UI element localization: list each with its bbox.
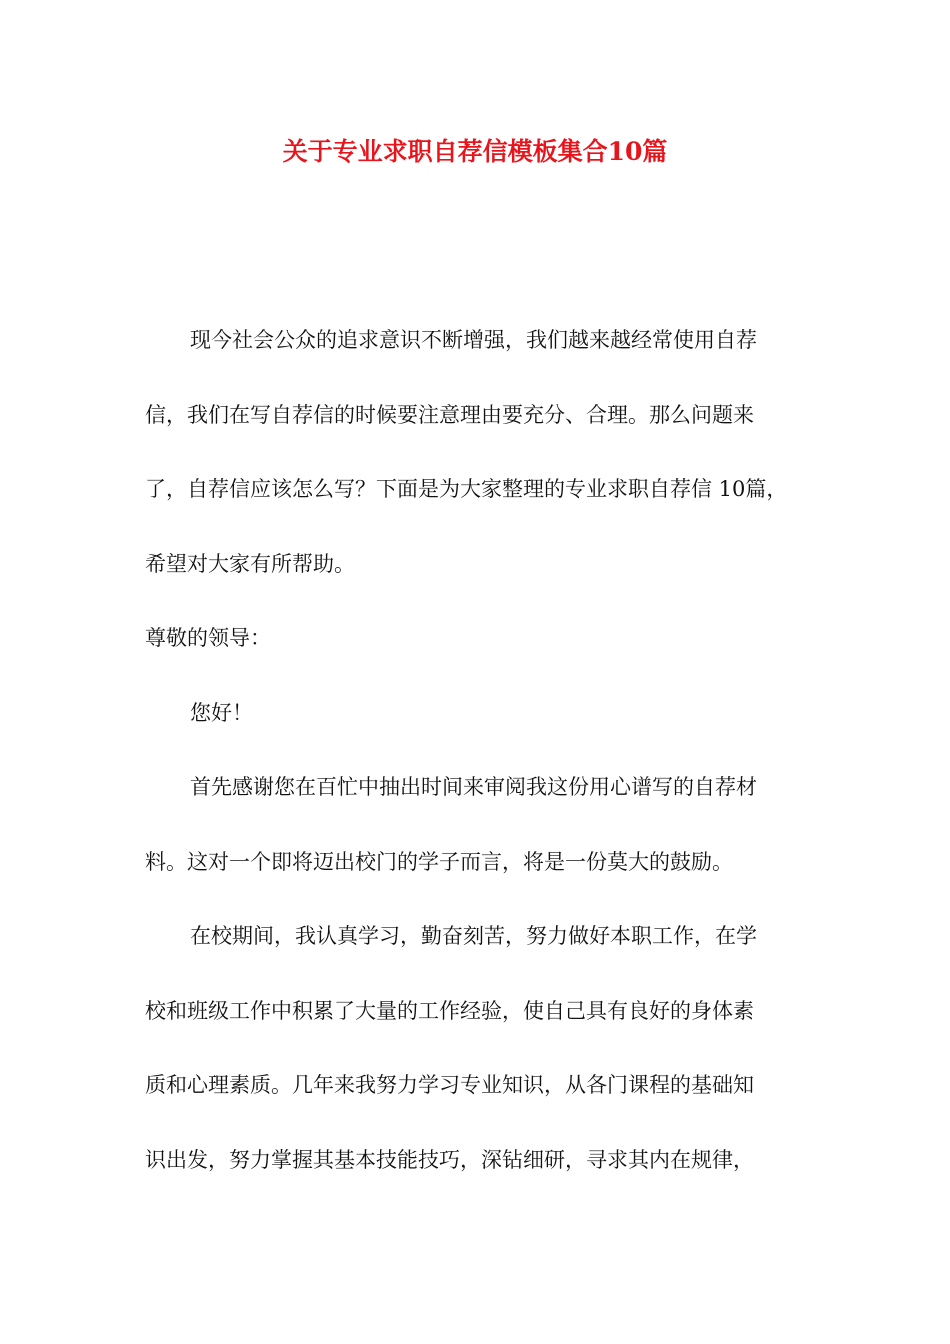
salutation: 尊敬的领导： (145, 626, 271, 650)
greeting: 您好！ (190, 700, 253, 725)
intro-line-1: 现今社会公众的追求意识不断增强，我们越来越经常使用自荐 (190, 328, 757, 352)
paragraph-1-line-2: 料。这对一个即将迈出校门的学子而言，将是一份莫大的鼓励。 (145, 849, 733, 874)
intro-line-3: 了，自荐信应该怎么写？下面是为大家整理的专业求职自荐信 10篇， (145, 477, 788, 501)
document-title: 关于专业求职自荐信模板集合10篇 (282, 137, 668, 166)
paragraph-1-line-1: 首先感谢您在百忙中抽出时间来审阅我这份用心谱写的自荐材 (190, 775, 757, 799)
intro-line-2: 信，我们在写自荐信的时候要注意理由要充分、合理。那么问题来 (145, 402, 754, 427)
paragraph-2-line-2: 校和班级工作中积累了大量的工作经验，使自己具有良好的身体素 (145, 998, 754, 1023)
paragraph-2-line-4: 识出发，努力掌握其基本技能技巧，深钻细研，寻求其内在规律， (145, 1147, 754, 1172)
document-body (145, 303, 815, 1197)
intro-line-4: 希望对大家有所帮助。 (145, 551, 355, 576)
paragraph-2-line-3: 质和心理素质。几年来我努力学习专业知识，从各门课程的基础知 (145, 1073, 754, 1097)
paragraph-2-line-1: 在校期间，我认真学习，勤奋刻苦，努力做好本职工作，在学 (190, 924, 757, 948)
